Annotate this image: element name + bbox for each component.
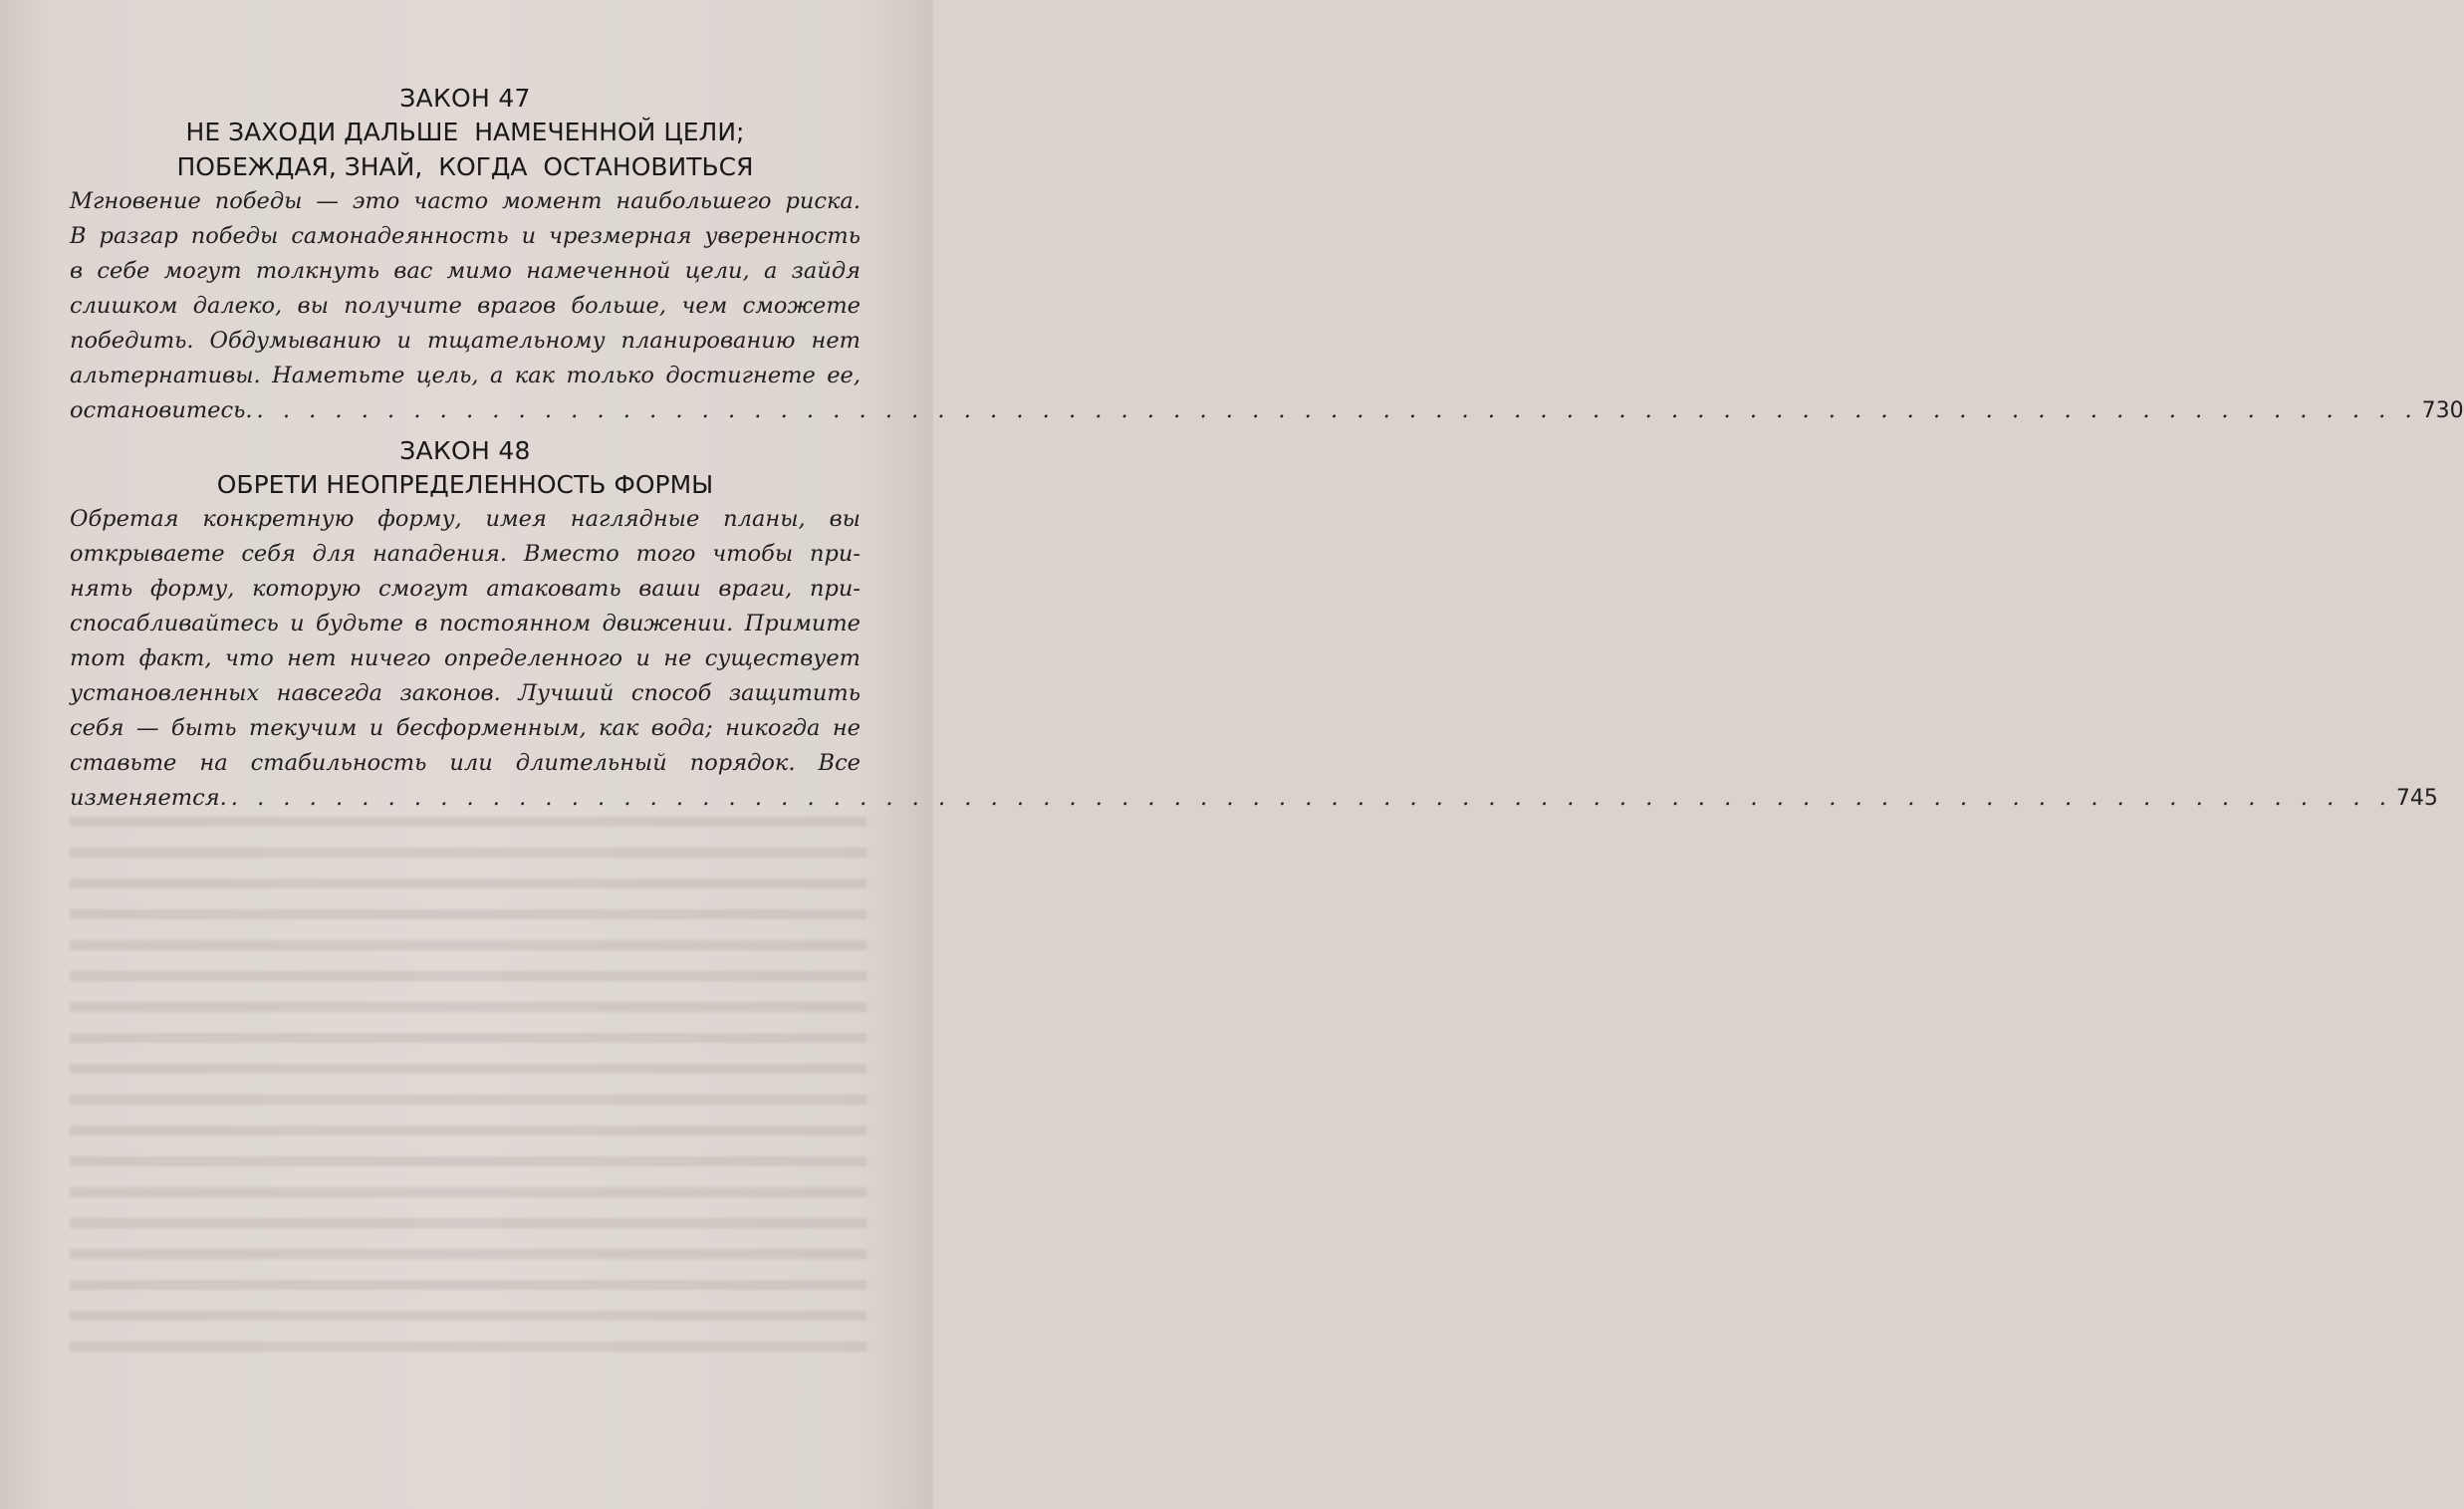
dot-leader: . . . . . . . . . . . . . . . . . . . . . . . . . . . . . . . . . . . . . . . . . . . . . . . . . . . . . . . . . . . . . . . . . . . . . . . . . . . . . . . . . . . bbox=[256, 397, 2418, 423]
law-47-last-line: остановитесь. bbox=[70, 397, 253, 423]
law-47-line: в себе могут толкнуть вас мимо намеченной цели, а зайдя bbox=[70, 258, 861, 284]
law-48-line: нять форму, которую смогут атаковать ваши враги, при- bbox=[70, 576, 861, 602]
law-48-last-line: изменяется. bbox=[70, 785, 227, 811]
law-47-line: победить. Обдумыванию и тщательному планированию нет bbox=[70, 328, 861, 354]
law-47-title: ЗАКОН 47 bbox=[399, 84, 531, 113]
law-47-line: альтернативы. Наметьте цель, а как только достигнете ее, bbox=[70, 363, 861, 388]
law-48-line: Обретая конкретную форму, имея наглядные планы, вы bbox=[70, 506, 861, 532]
law-47-line: слишком далеко, вы получите врагов больше, чем сможете bbox=[70, 293, 861, 319]
law-48-heading-line-1: ОБРЕТИ НЕОПРЕДЕЛЕННОСТЬ ФОРМЫ bbox=[216, 470, 714, 499]
law-48-line: спосабливайтесь и будьте в постоянном движении. Примите bbox=[70, 611, 861, 636]
law-47-toc-line bbox=[70, 393, 2464, 428]
show-through-texture bbox=[70, 817, 866, 1355]
law-47-heading-line-1: НЕ ЗАХОДИ ДАЛЬШЕ НАМЕЧЕННОЙ ЦЕЛИ; bbox=[185, 118, 745, 146]
law-48-toc-line bbox=[70, 781, 2438, 816]
dot-leader: . . . . . . . . . . . . . . . . . . . . . . . . . . . . . . . . . . . . . . . . . . . . . . . . . . . . . . . . . . . . . . . . . . . . . . . . . . . . . . . . . . . bbox=[230, 785, 2392, 811]
law-48-body bbox=[70, 502, 2438, 816]
law-47-heading-line-2: ПОБЕЖДАЯ, ЗНАЙ, КОГДА ОСТАНОВИТЬСЯ bbox=[176, 152, 754, 181]
law-48-title: ЗАКОН 48 bbox=[399, 436, 531, 465]
law-47-body bbox=[70, 184, 2464, 428]
law-48-page-number: 745 bbox=[2395, 786, 2438, 811]
page-content bbox=[70, 82, 2464, 816]
law-47-page-number: 730 bbox=[2421, 398, 2464, 423]
law-48-line: установленных навсегда законов. Лучший способ защитить bbox=[70, 680, 861, 706]
law-47-line: В разгар победы самонадеянность и чрезмерная уверенность bbox=[70, 223, 861, 249]
law-48-line: тот факт, что нет ничего определенного и не существует bbox=[70, 645, 861, 671]
law-47-line: Мгновение победы — это часто момент наибольшего риска. bbox=[70, 188, 861, 214]
law-48-line: ставьте на стабильность или длительный порядок. Все bbox=[70, 750, 861, 776]
law-48-line: открываете себя для нападения. Вместо того чтобы при- bbox=[70, 541, 861, 567]
law-48-line: себя — быть текучим и бесформенным, как вода; никогда не bbox=[70, 715, 861, 741]
